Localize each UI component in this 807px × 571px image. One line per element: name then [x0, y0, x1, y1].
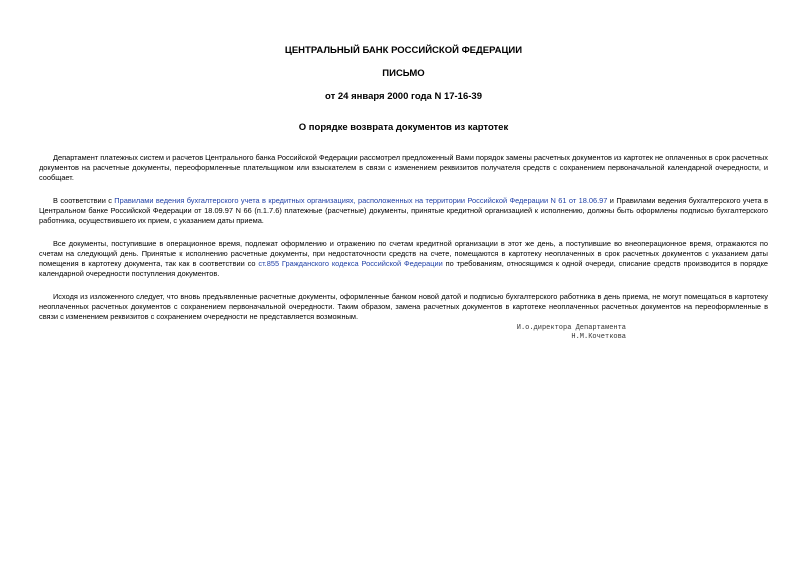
accounting-rules-61-link[interactable]: Правилами ведения бухгалтерского учета в кредитных организациях, расположенных на территории Российской Федерации N 61 от 18.06.97: [114, 196, 608, 205]
paragraph-2-text-before: В соответствии с: [53, 196, 115, 205]
signatory-name: Н.М.Кочеткова: [571, 333, 626, 341]
paragraph-2-text-after: и Правилами ведения бухгалтерского учета в Центральном банке Российской Федерации от 18.09.97 N 66 (п.1.7.6) платежные (расчетные) документы, принятые кредитной организацией к исполнению, должны быть оформлены подписью бухгалтерского работника, осуществившего их прием, с указанием даты приема.: [39, 196, 768, 225]
document-title: О порядке возврата документов из картотек: [298, 122, 509, 133]
paragraph-1: Департамент платежных систем и расчетов Центрального банка Российской Федерации рассмотрел предложенный Вами порядок замены расчетных документов из картотек не оплаченных в срок расчетных документов на расчетные документы, переоформленные плательщиком или взыскателем в связи с изменением реквизитов получателя средств с сохранением первоначальной календарной очередности, и сообщает.: [39, 153, 768, 182]
document-body: [39, 153, 768, 335]
paragraph-4: Исходя из изложенного следует, что вновь предъявленные расчетные документы, оформленные банком новой датой и подписью бухгалтерского работника в день приема, не могут помещаться в картотеку неоплаченных расчетных документов с сохранением первоначальной очередности. Таким образом, замена расчетных документов в картотеке неоплаченных расчетных документов на переоформленные в связи с изменением реквизитов с сохранением очередности не представляется возможным.: [39, 292, 768, 321]
civil-code-article-855-link[interactable]: ст.855 Гражданского кодекса Российской Федерации: [258, 259, 443, 268]
signatory-position: И.о.директора Департамента: [516, 324, 626, 332]
signature-block: [500, 324, 626, 342]
document-type-heading: ПИСЬМО: [382, 68, 425, 79]
document-date-number: от 24 января 2000 года N 17-16-39: [325, 91, 482, 102]
paragraph-2: [39, 196, 768, 226]
paragraph-3-text-before: Все документы, поступившие в операционное время, подлежат оформлению и отражению по счетам кредитной организации в этот же день, а поступившие во внеоперационное время, отражаются по счетам на следующий день. Принятые к исполнению расчетные документы, при недостаточности средств на счете, помещаются в картотеку неоплаченных в срок расчетных документов с указанием даты помещения в картотеку документа, так как в соответствии со: [39, 239, 768, 268]
paragraph-3-text-after: по требованиям, относящимся к одной очереди, списание средств производится в порядке календарной очередности поступления документов.: [39, 259, 769, 278]
organization-heading: ЦЕНТРАЛЬНЫЙ БАНК РОССИЙСКОЙ ФЕДЕРАЦИИ: [284, 45, 523, 56]
paragraph-3: [39, 239, 768, 279]
